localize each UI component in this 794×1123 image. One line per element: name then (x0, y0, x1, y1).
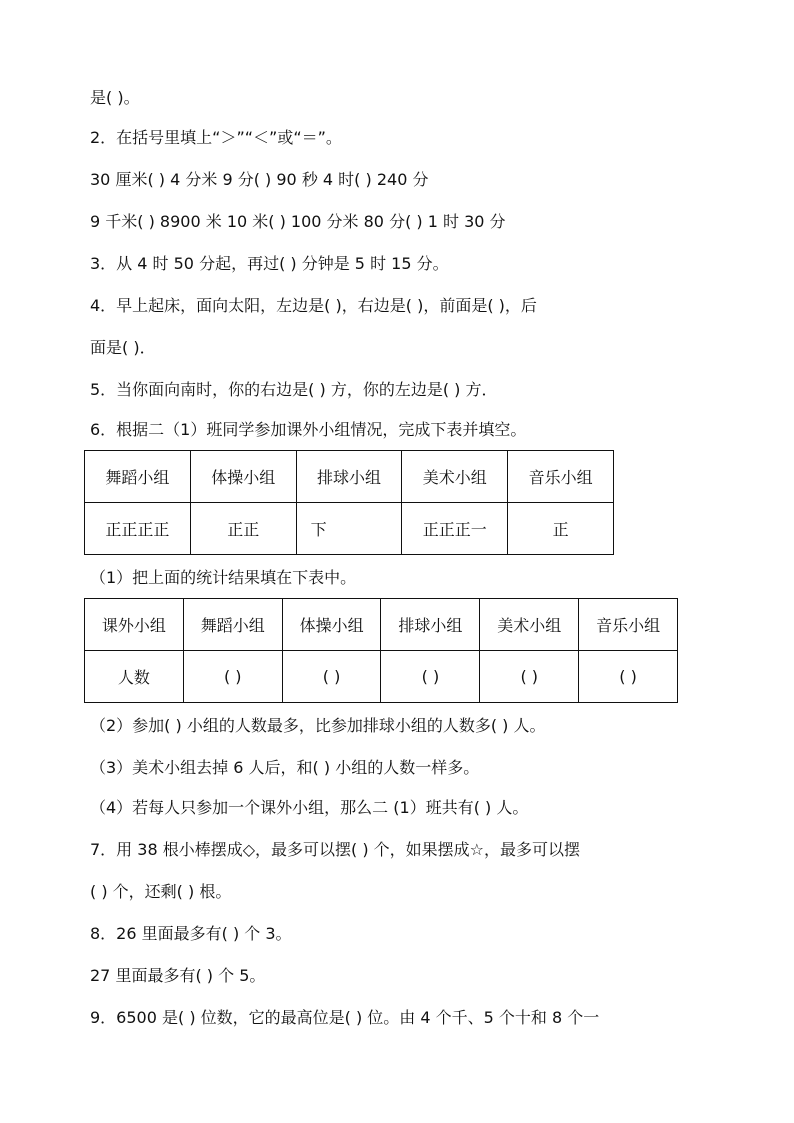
text-line: 是( )。 (90, 88, 140, 107)
table-header-cell: 舞蹈小组 (85, 451, 191, 503)
row-label-cell: 人数 (85, 651, 184, 703)
table-header-cell: 音乐小组 (579, 599, 678, 651)
question-4-cont: 面是( )． (90, 338, 156, 357)
sub-question-4: （4）若每人只参加一个课外小组，那么二 (1）班共有( ) 人。 (90, 798, 529, 817)
question-2: 2．在括号里填上“＞”“＜”或“＝”。 (90, 128, 342, 147)
table-row (85, 503, 614, 555)
blank-cell: ( ) (480, 651, 579, 703)
table-header-cell: 课外小组 (85, 599, 184, 651)
table-header-cell: 体操小组 (282, 599, 381, 651)
question-5: 5．当你面向南时，你的右边是( ) 方，你的左边是( ) 方． (90, 380, 498, 399)
result-table (84, 598, 678, 703)
sub-question-1: （1）把上面的统计结果填在下表中。 (90, 568, 357, 587)
table-header-cell: 舞蹈小组 (183, 599, 282, 651)
table-row (85, 451, 614, 503)
table-row (85, 599, 678, 651)
blank-cell: ( ) (282, 651, 381, 703)
question-2-row-1: 30 厘米( ) 4 分米 9 分( ) 90 秒 4 时( ) 240 分 (90, 170, 429, 189)
question-6: 6．根据二（1）班同学参加课外小组情况，完成下表并填空。 (90, 420, 527, 439)
question-8: 8．26 里面最多有( ) 个 3。 (90, 924, 292, 943)
sub-question-2: （2）参加( ) 小组的人数最多，比参加排球小组的人数多( ) 人。 (90, 716, 546, 735)
question-2-row-2: 9 千米( ) 8900 米 10 米( ) 100 分米 80 分( ) 1 时 30 分 (90, 212, 506, 231)
table-header-cell: 体操小组 (190, 451, 296, 503)
question-7: 7．用 38 根小棒摆成◇，最多可以摆( ) 个，如果摆成☆，最多可以摆 (90, 840, 581, 859)
tally-cell: 正正正一 (402, 503, 508, 555)
sub-question-3: （3）美术小组去掉 6 人后，和( ) 小组的人数一样多。 (90, 758, 480, 777)
tally-cell: 下 (296, 503, 402, 555)
question-9: 9．6500 是( ) 位数，它的最高位是( ) 位。由 4 个千、5 个十和 8 个一 (90, 1008, 600, 1027)
question-3: 3．从 4 时 50 分起，再过( ) 分钟是 5 时 15 分。 (90, 254, 449, 273)
blank-cell: ( ) (183, 651, 282, 703)
table-header-cell: 美术小组 (402, 451, 508, 503)
question-8-cont: 27 里面最多有( ) 个 5。 (90, 966, 266, 985)
tally-cell: 正正 (190, 503, 296, 555)
table-header-cell: 排球小组 (296, 451, 402, 503)
tally-cell: 正正正正 (85, 503, 191, 555)
tally-cell: 正 (508, 503, 614, 555)
table-header-cell: 排球小组 (381, 599, 480, 651)
tally-table (84, 450, 614, 555)
question-4: 4．早上起床，面向太阳，左边是( )，右边是( )，前面是( )，后 (90, 296, 537, 315)
table-header-cell: 音乐小组 (508, 451, 614, 503)
blank-cell: ( ) (381, 651, 480, 703)
table-row (85, 651, 678, 703)
question-7-cont: ( ) 个，还剩( ) 根。 (90, 882, 232, 901)
blank-cell: ( ) (579, 651, 678, 703)
table-header-cell: 美术小组 (480, 599, 579, 651)
